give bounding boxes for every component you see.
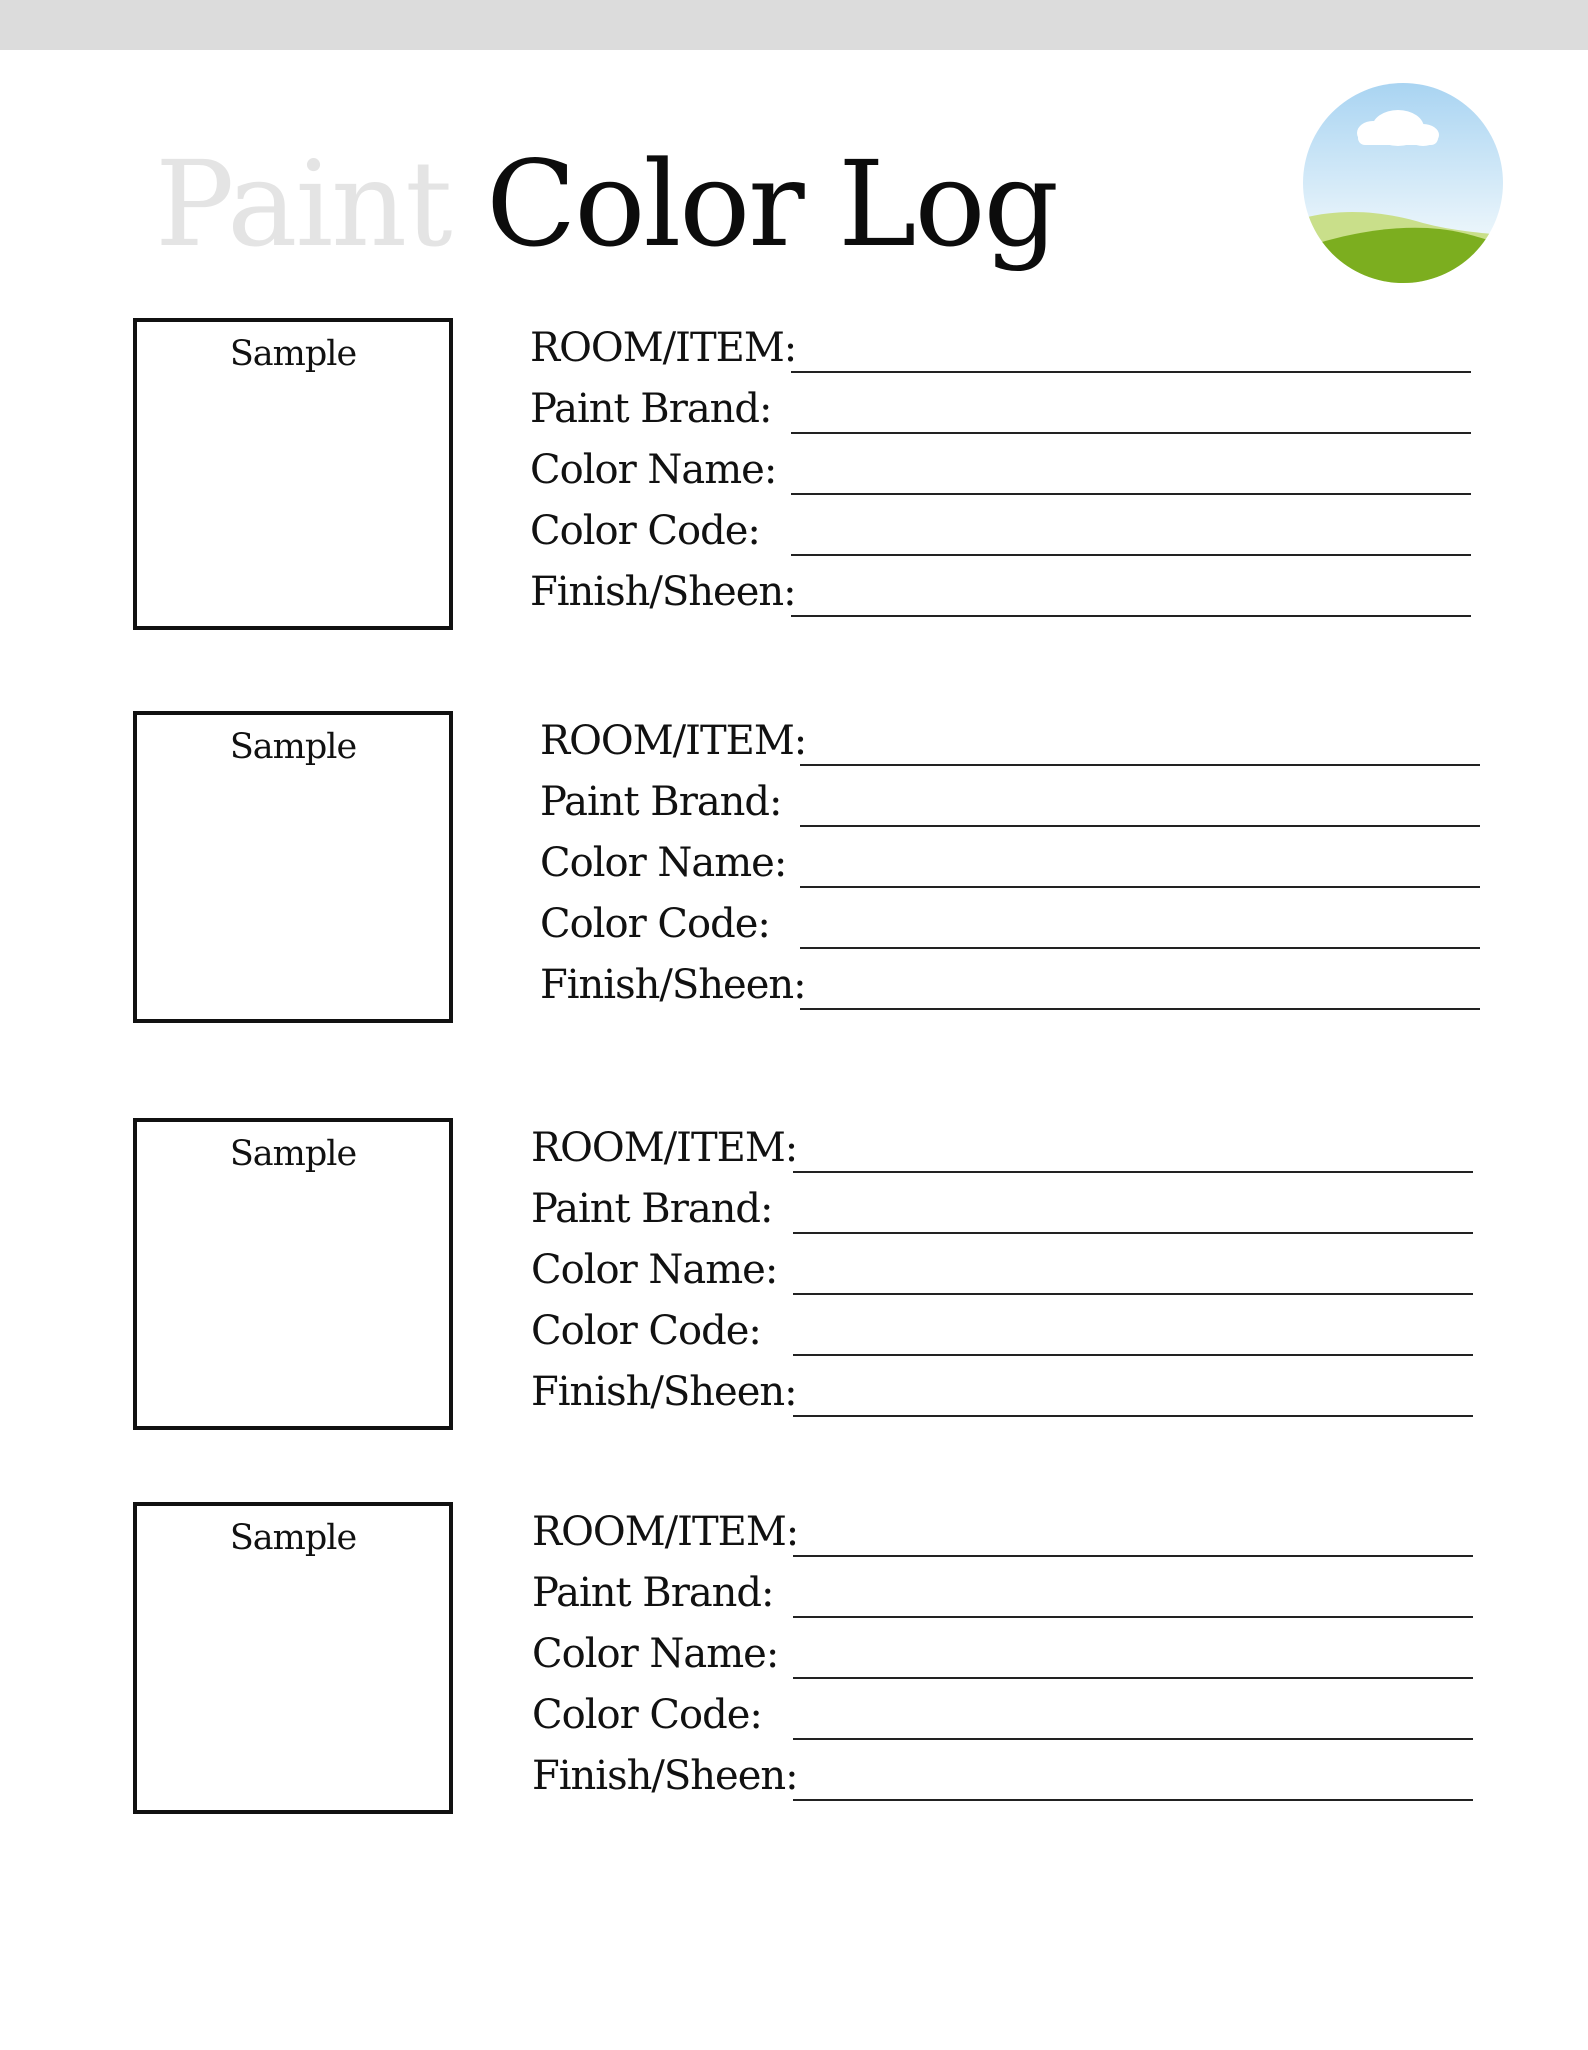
fill-in-line[interactable] <box>793 1738 1473 1740</box>
fill-in-line[interactable] <box>793 1354 1473 1356</box>
fill-in-line[interactable] <box>800 1008 1480 1010</box>
sample-label: Sample <box>229 1518 357 1558</box>
fill-in-line[interactable] <box>800 947 1480 949</box>
page-title-light: Paint <box>155 135 451 273</box>
fill-in-line[interactable] <box>793 1171 1473 1173</box>
fill-in-line[interactable] <box>791 493 1471 495</box>
sample-box[interactable] <box>133 711 453 1023</box>
sample-label: Sample <box>229 334 357 374</box>
field-label: Color Name: <box>532 1631 779 1677</box>
sample-label: Sample <box>229 727 357 767</box>
field-label: Paint Brand: <box>530 386 772 432</box>
field-label: Color Code: <box>531 1308 761 1354</box>
field-label: Paint Brand: <box>540 779 782 825</box>
field-label: ROOM/ITEM: <box>540 718 807 764</box>
fill-in-line[interactable] <box>791 554 1471 556</box>
field-label: Finish/Sheen: <box>531 1369 797 1415</box>
field-label: Color Code: <box>532 1692 762 1738</box>
sample-box[interactable] <box>133 1502 453 1814</box>
field-label: Color Name: <box>540 840 787 886</box>
field-label: Paint Brand: <box>531 1186 773 1232</box>
field-label: Finish/Sheen: <box>530 569 796 615</box>
fill-in-line[interactable] <box>793 1799 1473 1801</box>
fill-in-line[interactable] <box>800 764 1480 766</box>
field-label: Color Name: <box>530 447 777 493</box>
fill-in-line[interactable] <box>793 1293 1473 1295</box>
field-label: Finish/Sheen: <box>532 1753 798 1799</box>
top-bar <box>0 0 1588 50</box>
fill-in-line[interactable] <box>793 1555 1473 1557</box>
field-label: Color Code: <box>530 508 760 554</box>
field-label: ROOM/ITEM: <box>530 325 797 371</box>
sample-box[interactable] <box>133 1118 453 1430</box>
field-label: Color Code: <box>540 901 770 947</box>
fill-in-line[interactable] <box>793 1415 1473 1417</box>
sample-label: Sample <box>229 1134 357 1174</box>
field-label: Color Name: <box>531 1247 778 1293</box>
fill-in-line[interactable] <box>793 1616 1473 1618</box>
fill-in-line[interactable] <box>791 371 1471 373</box>
fill-in-line[interactable] <box>800 886 1480 888</box>
fill-in-line[interactable] <box>793 1232 1473 1234</box>
page-title <box>155 135 1058 273</box>
field-label: ROOM/ITEM: <box>531 1125 798 1171</box>
sample-box[interactable] <box>133 318 453 630</box>
fill-in-line[interactable] <box>800 825 1480 827</box>
field-label: ROOM/ITEM: <box>532 1509 799 1555</box>
fill-in-line[interactable] <box>791 432 1471 434</box>
field-label: Paint Brand: <box>532 1570 774 1616</box>
landscape-sky-hill-icon <box>1303 83 1503 283</box>
fill-in-line[interactable] <box>791 615 1471 617</box>
fill-in-line[interactable] <box>793 1677 1473 1679</box>
field-label: Finish/Sheen: <box>540 962 806 1008</box>
page-title-dark: Color Log <box>486 135 1058 273</box>
